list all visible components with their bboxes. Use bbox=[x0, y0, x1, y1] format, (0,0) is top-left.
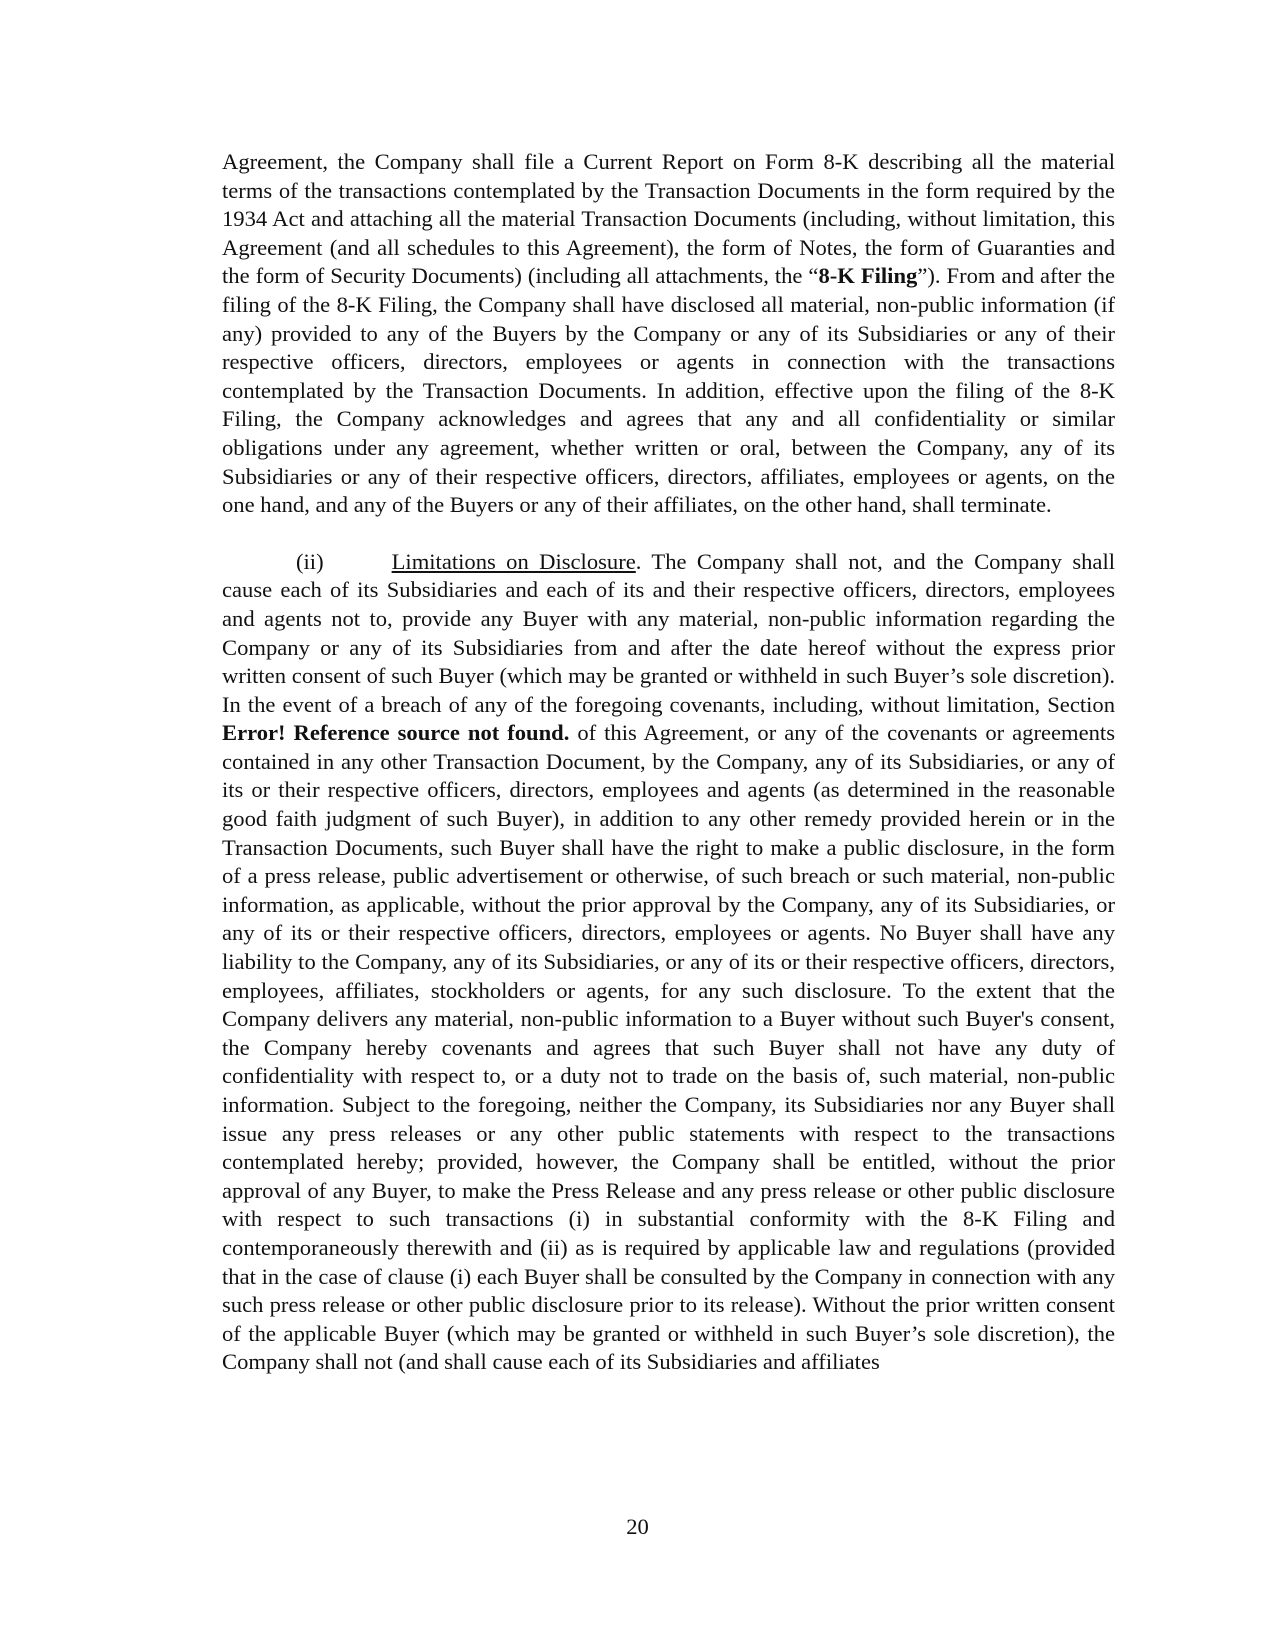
paragraph-2-text-a: . The Company shall not, and the Company shall cause each of its Subsidiaries and each of its and their respective officers, directors, employees and agents not to, provide any Buyer with any material, non-public information regarding the Company or any of its Subsidiaries from and after the date hereof without the express prior written consent of such Buyer (which may be granted or withheld in such Buyer’s sole discretion). In the event of a breach of any of the foregoing covenants, including, without limitation, Section bbox=[222, 548, 1115, 717]
paragraph-1-text-b: ”). From and after the filing of the 8-K Filing, the Company shall have disclosed all material, non-public information (if any) provided to any of the Buyers by the Company or any of its Subsidiaries or any of their respective officers, directors, employees or agents in connection with the transactions contemplated by the Transaction Documents. In addition, effective upon the filing of the 8-K Filing, the Company acknowledges and agrees that any and all confidentiality or similar obligations under any agreement, whether written or oral, between the Company, any of its Subsidiaries or any of their respective officers, directors, affiliates, employees or agents, on the one hand, and any of the Buyers or any of their affiliates, on the other hand, shall terminate. bbox=[222, 263, 1115, 518]
document-body bbox=[222, 148, 1115, 1377]
paragraph-2-text-b: of this Agreement, or any of the covenants or agreements contained in any other Transaction Document, by the Company, any of its Subsidiaries, or any of its or their respective officers, directors, employees and agents (as determined in the reasonable good faith judgment of such Buyer), in addition to any other remedy provided herein or in the Transaction Documents, such Buyer shall have the right to make a public disclosure, in the form of a press release, public advertisement or otherwise, of such breach or such material, non-public information, as applicable, without the prior approval by the Company, any of its Subsidiaries, or any of its or their respective officers, directors, employees or agents. No Buyer shall have any liability to the Company, any of its Subsidiaries, or any of its or their respective officers, directors, employees, affiliates, stockholders or agents, for any such disclosure. To the extent that the Company delivers any material, non-public information to a Buyer without such Buyer's consent, the Company hereby covenants and agrees that such Buyer shall not have any duty of confidentiality with respect to, or a duty not to trade on the basis of, such material, non-public information. Subject to the foregoing, neither the Company, its Subsidiaries nor any Buyer shall issue any press releases or any other public statements with respect to the transactions contemplated hereby; provided, however, the Company shall be entitled, without the prior approval of any Buyer, to make the Press Release and any press release or other public disclosure with respect to such transactions (i) in substantial conformity with the 8-K Filing and contemporaneously therewith and (ii) as is required by applicable law and regulations (provided that in the case of clause (i) each Buyer shall be consulted by the Company in connection with any such press release or other public disclosure prior to its release). Without the prior written consent of the applicable Buyer (which may be granted or withheld in such Buyer’s sole discretion), the Company shall not (and shall cause each of its Subsidiaries and affiliates bbox=[222, 720, 1115, 1375]
paragraph-1-text-a: Agreement, the Company shall file a Current Report on Form 8-K describing all the material terms of the transactions contemplated by the Transaction Documents in the form required by the 1934 Act and attaching all the material Transaction Documents (including, without limitation, this Agreement (and all schedules to this Agreement), the form of Notes, the form of Guaranties and the form of Security Documents) (including all attachments, the “ bbox=[222, 149, 1115, 289]
paragraph-limitations-on-disclosure bbox=[222, 548, 1115, 1377]
page-number: 20 bbox=[626, 1514, 649, 1539]
defined-term-8k-filing: 8-K Filing bbox=[818, 263, 918, 289]
paragraph-8k-filing bbox=[222, 148, 1115, 520]
reference-error-text: Error! Reference source not found. bbox=[222, 720, 570, 746]
clause-number: (ii) bbox=[296, 548, 324, 574]
section-heading: Limitations on Disclosure bbox=[391, 548, 636, 574]
